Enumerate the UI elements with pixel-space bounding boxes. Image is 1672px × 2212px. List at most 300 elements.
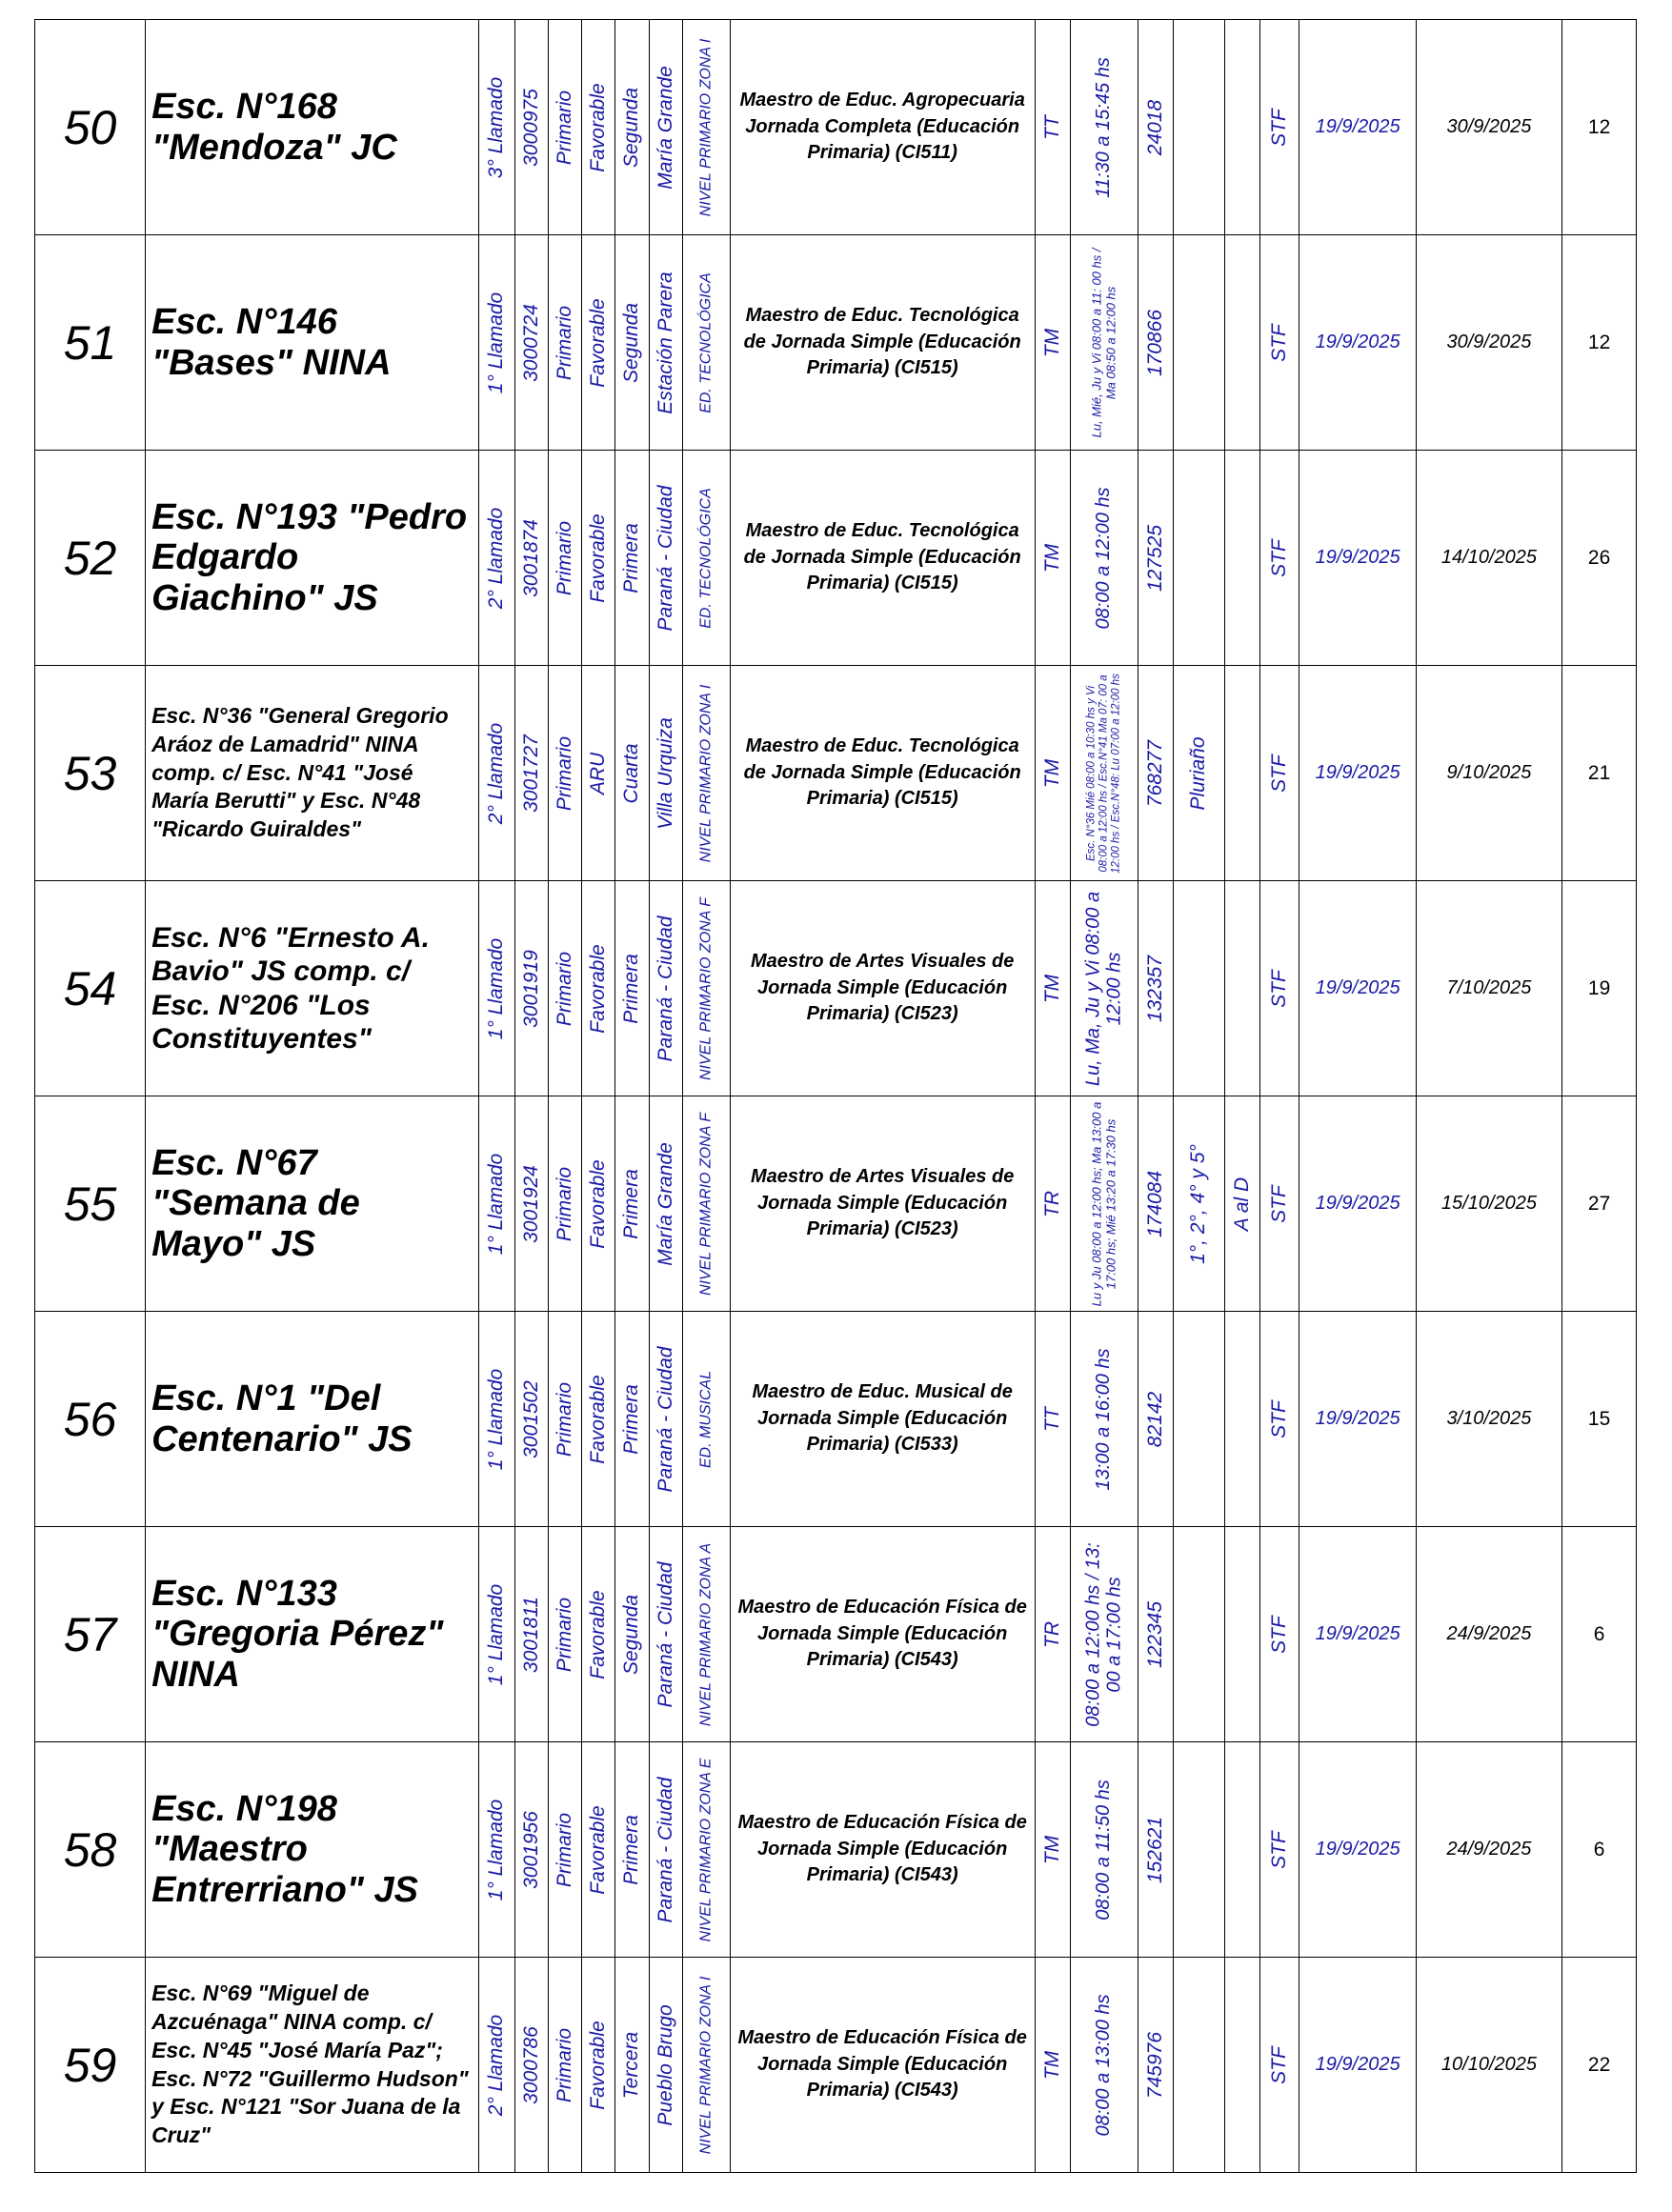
llamado-cell-text: 2° Llamado [485,722,508,824]
zona-cell-text: ED. TECNOLÓGICA [697,487,715,629]
id-cell-text: 174084 [1143,1170,1166,1237]
llamado-cell-text: 1° Llamado [485,1583,508,1685]
id-cell [1138,1312,1173,1527]
turno-cell-text: TT [1040,1406,1063,1432]
cargo-cell: Maestro de Educación Física de Jornada Simple (Educación Primaria) (CI543) [730,1742,1035,1958]
grado-cell [1173,20,1224,235]
tipo-cell-text: Favorable [587,513,610,603]
fecha-desde: 19/9/2025 [1299,666,1416,881]
tipo-cell [582,1742,615,1958]
grado-cell [1173,1312,1224,1527]
nivel-cell-text: Primario [553,520,575,595]
grado-cell [1173,666,1224,881]
dias-count: 6 [1562,1527,1637,1742]
localidad-cell-text: Estación Parera [654,271,676,414]
llamado-cell-text: 3° Llamado [485,76,508,178]
stf-cell-text: STF [1268,1184,1291,1223]
categoria-cell-text: Cuarta [620,742,643,804]
zona-cell-text: NIVEL PRIMARIO ZONA F [697,1112,715,1296]
id-cell-text: 127525 [1143,524,1166,592]
grado-cell [1173,1742,1224,1958]
localidad-cell [649,1742,682,1958]
turno-cell [1035,235,1070,451]
localidad-cell-text: Villa Urquiza [654,716,676,830]
zona-cell [682,235,730,451]
id-cell-text: 170866 [1143,309,1166,376]
school-name: Esc. N°6 "Ernesto A. Bavio" JS comp. c/ Esc. N°206 "Los Constituyentes" [146,881,479,1096]
horario-cell-text: 08:00 a 11:50 hs [1093,1779,1115,1920]
stf-cell [1260,1527,1299,1742]
codigo-cell [514,235,548,451]
categoria-cell [615,235,649,451]
dias-count: 26 [1562,451,1637,666]
llamado-cell [479,20,514,235]
codigo-cell [514,451,548,666]
zona-cell [682,1742,730,1958]
turno-cell [1035,20,1070,235]
dias-count: 22 [1562,1958,1637,2173]
horario-cell [1071,666,1138,881]
zona-cell [682,1312,730,1527]
horario-cell [1071,1096,1138,1312]
codigo-cell-text: 3000724 [519,303,542,382]
llamado-cell-text: 1° Llamado [485,937,508,1039]
codigo-cell [514,1096,548,1312]
localidad-cell-text: Paraná - Ciudad [654,485,676,631]
zona-cell-text: NIVEL PRIMARIO ZONA A [697,1542,715,1726]
codigo-cell [514,1312,548,1527]
fecha-hasta: 30/9/2025 [1416,235,1561,451]
horario-cell-text: 11:30 a 15:45 hs [1093,56,1115,198]
stf-cell [1260,666,1299,881]
cargo-cell: Maestro de Educ. Tecnológica de Jornada Simple (Educación Primaria) (CI515) [730,666,1035,881]
row-number: 54 [35,881,146,1096]
llamado-cell [479,451,514,666]
categoria-cell-text: Segunda [620,1594,643,1675]
row-number: 56 [35,1312,146,1527]
nivel-cell [548,235,581,451]
seccion-cell-text: A al D [1230,1176,1253,1231]
llamado-cell-text: 2° Llamado [485,507,508,609]
zona-cell-text: NIVEL PRIMARIO ZONA F [697,896,715,1080]
id-cell-text: 82142 [1143,1391,1166,1447]
zona-cell [682,1527,730,1742]
cargo-cell: Maestro de Artes Visuales de Jornada Simple (Educación Primaria) (CI523) [730,1096,1035,1312]
seccion-cell [1224,1096,1259,1312]
stf-cell [1260,1312,1299,1527]
categoria-cell-text: Primera [620,522,643,593]
nivel-cell-text: Primario [553,1597,575,1672]
localidad-cell [649,1096,682,1312]
grado-cell [1173,235,1224,451]
fecha-hasta: 9/10/2025 [1416,666,1561,881]
turno-cell-text: TM [1040,2050,1063,2080]
fecha-desde: 19/9/2025 [1299,881,1416,1096]
school-name: Esc. N°168 "Mendoza" JC [146,20,479,235]
stf-cell [1260,881,1299,1096]
row-number: 55 [35,1096,146,1312]
llamado-cell [479,1312,514,1527]
tipo-cell [582,451,615,666]
stf-cell-text: STF [1268,1615,1291,1654]
zona-cell [682,1958,730,2173]
table-row [35,1742,1637,1958]
cargo-cell: Maestro de Educ. Tecnológica de Jornada Simple (Educación Primaria) (CI515) [730,451,1035,666]
codigo-cell [514,881,548,1096]
fecha-hasta: 10/10/2025 [1416,1958,1561,2173]
fecha-desde: 19/9/2025 [1299,235,1416,451]
table-row [35,20,1637,235]
horario-cell-text: 08:00 a 13:00 hs [1093,1994,1115,2137]
turno-cell [1035,1527,1070,1742]
zona-cell-text: ED. MUSICAL [697,1370,715,1468]
stf-cell-text: STF [1268,1830,1291,1869]
horario-cell [1071,881,1138,1096]
categoria-cell-text: Segunda [620,87,643,168]
categoria-cell [615,666,649,881]
stf-cell-text: STF [1268,2045,1291,2084]
localidad-cell-text: María Grande [654,65,676,190]
codigo-cell [514,1527,548,1742]
localidad-cell [649,1958,682,2173]
nivel-cell-text: Primario [553,735,575,811]
stf-cell-text: STF [1268,538,1291,577]
nivel-cell-text: Primario [553,1166,575,1241]
codigo-cell [514,20,548,235]
seccion-cell [1224,1958,1259,2173]
turno-cell-text: TM [1040,974,1063,1003]
fecha-hasta: 14/10/2025 [1416,451,1561,666]
tipo-cell-text: Favorable [587,1804,610,1895]
id-cell-text: 152621 [1143,1816,1166,1883]
zona-cell-text: NIVEL PRIMARIO ZONA I [697,684,715,862]
tipo-cell-text: Favorable [587,1374,610,1464]
tipo-cell-text: Favorable [587,1589,610,1679]
horario-cell [1071,1527,1138,1742]
nivel-cell [548,1096,581,1312]
id-cell [1138,1096,1173,1312]
categoria-cell [615,1527,649,1742]
row-number: 59 [35,1958,146,2173]
school-name: Esc. N°146 "Bases" NINA [146,235,479,451]
localidad-cell [649,881,682,1096]
stf-cell [1260,1958,1299,2173]
categoria-cell [615,1096,649,1312]
localidad-cell-text: Paraná - Ciudad [654,915,676,1061]
tipo-cell [582,1958,615,2173]
tipo-cell [582,235,615,451]
fecha-desde: 19/9/2025 [1299,451,1416,666]
seccion-cell [1224,1742,1259,1958]
localidad-cell-text: Pueblo Brugo [654,2003,676,2126]
codigo-cell [514,1742,548,1958]
nivel-cell-text: Primario [553,951,575,1026]
turno-cell [1035,666,1070,881]
localidad-cell-text: Paraná - Ciudad [654,1346,676,1492]
grado-cell [1173,881,1224,1096]
turno-cell-text: TT [1040,114,1063,140]
tipo-cell-text: Favorable [587,82,610,172]
nivel-cell [548,20,581,235]
turno-cell [1035,1958,1070,2173]
localidad-cell [649,666,682,881]
id-cell [1138,1958,1173,2173]
nivel-cell [548,451,581,666]
codigo-cell-text: 3001924 [519,1164,542,1243]
dias-count: 21 [1562,666,1637,881]
seccion-cell [1224,1312,1259,1527]
zona-cell-text: NIVEL PRIMARIO ZONA I [697,38,715,216]
stf-cell [1260,1096,1299,1312]
fecha-desde: 19/9/2025 [1299,1742,1416,1958]
table-row [35,666,1637,881]
fecha-hasta: 7/10/2025 [1416,881,1561,1096]
fecha-hasta: 3/10/2025 [1416,1312,1561,1527]
localidad-cell-text: Paraná - Ciudad [654,1561,676,1707]
stf-cell-text: STF [1268,108,1291,147]
codigo-cell-text: 3000786 [519,2025,542,2104]
school-name: Esc. N°133 "Gregoria Pérez" NINA [146,1527,479,1742]
school-name: Esc. N°36 "General Gregorio Aráoz de Lamadrid" NINA comp. c/ Esc. N°41 "José María Berutti" y Esc. N°48 "Ricardo Guiraldes" [146,666,479,881]
stf-cell [1260,235,1299,451]
localidad-cell [649,20,682,235]
turno-cell-text: TM [1040,543,1063,573]
llamado-cell-text: 2° Llamado [485,2014,508,2116]
turno-cell-text: TR [1040,1190,1063,1217]
turno-cell [1035,881,1070,1096]
cargo-cell: Maestro de Educ. Agropecuaria Jornada Completa (Educación Primaria) (CI511) [730,20,1035,235]
tipo-cell [582,666,615,881]
school-name: Esc. N°67 "Semana de Mayo" JS [146,1096,479,1312]
fecha-desde: 19/9/2025 [1299,1527,1416,1742]
grado-cell [1173,1958,1224,2173]
grado-cell-text: 1°, 2°, 4° y 5° [1187,1143,1210,1264]
llamado-cell [479,1958,514,2173]
horario-cell-text: Lu, Mié, Ju y Vi 08:00 a 11: 00 hs / Ma 08:50 a 12:00 hs [1089,248,1118,437]
localidad-cell [649,235,682,451]
dias-count: 12 [1562,20,1637,235]
nivel-cell [548,1527,581,1742]
llamado-cell [479,666,514,881]
seccion-cell [1224,20,1259,235]
localidad-cell [649,451,682,666]
turno-cell [1035,1096,1070,1312]
id-cell [1138,881,1173,1096]
table-row [35,1096,1637,1312]
stf-cell-text: STF [1268,754,1291,793]
cargo-cell: Maestro de Educación Física de Jornada Simple (Educación Primaria) (CI543) [730,1958,1035,2173]
llamado-cell [479,1527,514,1742]
dias-count: 19 [1562,881,1637,1096]
stf-cell [1260,451,1299,666]
categoria-cell [615,20,649,235]
categoria-cell-text: Primera [620,1814,643,1885]
categoria-cell-text: Primera [620,1168,643,1239]
categoria-cell-text: Tercera [620,2031,643,2099]
row-number: 53 [35,666,146,881]
categoria-cell-text: Segunda [620,302,643,383]
table-row [35,451,1637,666]
turno-cell [1035,1312,1070,1527]
fecha-desde: 19/9/2025 [1299,1958,1416,2173]
nivel-cell-text: Primario [553,1812,575,1887]
turno-cell-text: TM [1040,758,1063,788]
row-number: 58 [35,1742,146,1958]
school-name: Esc. N°198 "Maestro Entrerriano" JS [146,1742,479,1958]
nivel-cell [548,666,581,881]
llamado-cell [479,1742,514,1958]
codigo-cell-text: 3001502 [519,1379,542,1458]
tipo-cell [582,1527,615,1742]
horario-cell-text: 13:00 a 16:00 hs [1093,1348,1115,1491]
nivel-cell-text: Primario [553,90,575,165]
horario-cell [1071,1958,1138,2173]
row-number: 57 [35,1527,146,1742]
nivel-cell-text: Primario [553,305,575,380]
codigo-cell-text: 3000975 [519,88,542,167]
stf-cell [1260,1742,1299,1958]
nivel-cell-text: Primario [553,1381,575,1457]
stf-cell [1260,20,1299,235]
nivel-cell [548,1742,581,1958]
tipo-cell-text: Favorable [587,297,610,388]
horario-cell-text: Lu, Ma, Ju y Vi 08:00 a 12:00 hs [1082,891,1124,1086]
horario-cell [1071,20,1138,235]
zona-cell [682,881,730,1096]
row-number: 50 [35,20,146,235]
dias-count: 12 [1562,235,1637,451]
row-number: 51 [35,235,146,451]
codigo-cell [514,666,548,881]
turno-cell [1035,451,1070,666]
horario-cell-text: Esc. N°36 Mié 08:00 a 10:30 hs y Vi 08:00 a 12:00 hs / Esc.N°41 Ma 07: 00 a 12:00 hs / Esc.N°48: Lu 07:00 a 12:00 hs [1085,673,1122,874]
row-number: 52 [35,451,146,666]
turno-cell-text: TR [1040,1620,1063,1648]
fecha-desde: 19/9/2025 [1299,1312,1416,1527]
id-cell [1138,1527,1173,1742]
tipo-cell [582,1096,615,1312]
table-row [35,881,1637,1096]
horario-cell [1071,235,1138,451]
zona-cell [682,451,730,666]
categoria-cell-text: Primera [620,1383,643,1455]
zona-cell [682,1096,730,1312]
llamado-cell [479,1096,514,1312]
id-cell [1138,20,1173,235]
zona-cell [682,20,730,235]
fecha-hasta: 24/9/2025 [1416,1742,1561,1958]
tipo-cell-text: Favorable [587,1158,610,1249]
school-name: Esc. N°193 "Pedro Edgardo Giachino" JS [146,451,479,666]
fecha-desde: 19/9/2025 [1299,20,1416,235]
seccion-cell [1224,1527,1259,1742]
codigo-cell-text: 3001727 [519,734,542,813]
grado-cell [1173,1527,1224,1742]
seccion-cell [1224,881,1259,1096]
categoria-cell [615,1742,649,1958]
seccion-cell [1224,451,1259,666]
table-row [35,235,1637,451]
dias-count: 15 [1562,1312,1637,1527]
nivel-cell [548,1958,581,2173]
cargo-cell: Maestro de Educ. Tecnológica de Jornada Simple (Educación Primaria) (CI515) [730,235,1035,451]
codigo-cell-text: 3001874 [519,518,542,597]
zona-cell [682,666,730,881]
turno-cell-text: TM [1040,1835,1063,1864]
tipo-cell [582,881,615,1096]
id-cell-text: 24018 [1143,99,1166,155]
seccion-cell [1224,235,1259,451]
stf-cell-text: STF [1268,969,1291,1008]
turno-cell-text: TM [1040,328,1063,357]
horario-cell [1071,1312,1138,1527]
vacancy-table [34,19,1637,2173]
cargo-cell: Maestro de Educ. Musical de Jornada Simple (Educación Primaria) (CI533) [730,1312,1035,1527]
school-name: Esc. N°69 "Miguel de Azcuénaga" NINA comp. c/ Esc. N°45 "José María Paz"; Esc. N°72 "Guillermo Hudson" y Esc. N°121 "Sor Juana de la Cruz" [146,1958,479,2173]
table-row [35,1312,1637,1527]
categoria-cell-text: Primera [620,953,643,1024]
fecha-hasta: 15/10/2025 [1416,1096,1561,1312]
id-cell-text: 122345 [1143,1600,1166,1668]
horario-cell-text: 08:00 a 12:00 hs / 13: 00 a 17:00 hs [1082,1541,1124,1727]
turno-cell [1035,1742,1070,1958]
llamado-cell [479,881,514,1096]
zona-cell-text: NIVEL PRIMARIO ZONA E [697,1758,715,1941]
codigo-cell-text: 3001956 [519,1810,542,1889]
stf-cell-text: STF [1268,323,1291,362]
codigo-cell-text: 3001811 [519,1596,542,1673]
id-cell [1138,1742,1173,1958]
dias-count: 6 [1562,1742,1637,1958]
llamado-cell-text: 1° Llamado [485,292,508,393]
localidad-cell-text: Paraná - Ciudad [654,1777,676,1922]
categoria-cell [615,881,649,1096]
horario-cell [1071,1742,1138,1958]
zona-cell-text: NIVEL PRIMARIO ZONA I [697,1976,715,2154]
llamado-cell-text: 1° Llamado [485,1153,508,1255]
id-cell [1138,451,1173,666]
localidad-cell-text: María Grande [654,1141,676,1266]
localidad-cell [649,1312,682,1527]
seccion-cell [1224,666,1259,881]
stf-cell-text: STF [1268,1399,1291,1438]
horario-cell-text: 08:00 a 12:00 hs [1093,487,1115,630]
llamado-cell-text: 1° Llamado [485,1368,508,1470]
tipo-cell-text: Favorable [587,943,610,1034]
nivel-cell [548,881,581,1096]
school-name: Esc. N°1 "Del Centenario" JS [146,1312,479,1527]
nivel-cell-text: Primario [553,2027,575,2102]
table-row [35,1527,1637,1742]
fecha-hasta: 24/9/2025 [1416,1527,1561,1742]
categoria-cell [615,1312,649,1527]
categoria-cell [615,1958,649,2173]
grado-cell [1173,1096,1224,1312]
tipo-cell [582,20,615,235]
categoria-cell [615,451,649,666]
id-cell [1138,666,1173,881]
llamado-cell-text: 1° Llamado [485,1799,508,1900]
id-cell-text: 745976 [1143,2031,1166,2099]
codigo-cell-text: 3001919 [519,949,542,1028]
fecha-desde: 19/9/2025 [1299,1096,1416,1312]
id-cell-text: 132357 [1143,955,1166,1022]
grado-cell-text: Pluriaño [1187,735,1210,811]
grado-cell [1173,451,1224,666]
fecha-hasta: 30/9/2025 [1416,20,1561,235]
tipo-cell [582,1312,615,1527]
horario-cell [1071,451,1138,666]
